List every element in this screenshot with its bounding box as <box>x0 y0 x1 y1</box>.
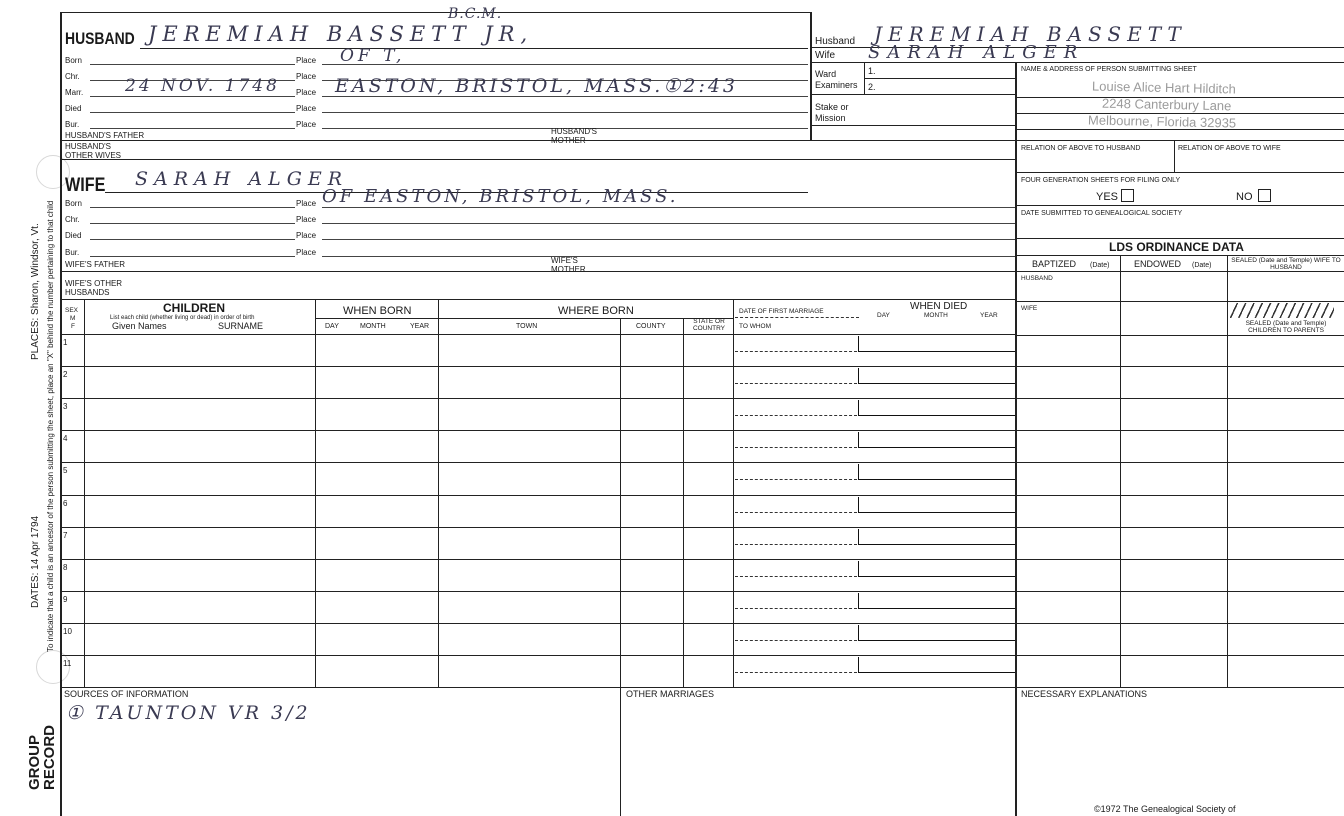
wife-bur-place-line <box>322 256 1015 257</box>
wife-born-label: Born <box>65 199 82 208</box>
husband-name-line <box>140 48 808 49</box>
wife-other-husbands-line <box>60 299 1015 300</box>
children-to-whom: TO WHOM <box>739 323 772 330</box>
wife-born-line <box>90 207 295 208</box>
wife-other-husbands-label: WIFE'S OTHER HUSBANDS <box>65 279 123 297</box>
margin-dates: DATES: 14 Apr 1794 <box>30 515 41 608</box>
lds-header-line <box>1015 271 1344 272</box>
children-town: TOWN <box>516 323 538 330</box>
wife-father-line <box>60 271 1015 272</box>
wife-mother-label: WIFE'S MOTHER <box>551 256 586 274</box>
summary-examiners-label: Examiners <box>815 80 858 90</box>
no-label: NO <box>1236 191 1253 203</box>
explanations-label: NECESSARY EXPLANATIONS <box>1021 689 1148 699</box>
husband-born-place-label: Place <box>296 56 317 65</box>
wife-died-label: Died <box>65 231 82 240</box>
child-died-box[interactable] <box>858 561 1015 577</box>
husband-born-place[interactable]: OF T, <box>340 46 406 66</box>
yes-checkbox[interactable] <box>1121 189 1134 202</box>
child-marriage-dash <box>735 351 857 352</box>
husband-died-label: Died <box>65 104 82 113</box>
child-row-line <box>60 430 1344 431</box>
children-month: MONTH <box>360 323 386 330</box>
children-first-marriage: DATE OF FIRST MARRIAGE <box>739 308 824 315</box>
husband-chr-label: Chr. <box>65 72 80 81</box>
lds-sealed-wife: SEALED (Date and Temple) WIFE TO HUSBAND <box>1231 257 1341 271</box>
children-when-died: WHEN DIED <box>910 301 968 312</box>
relation-divider <box>1174 140 1175 172</box>
margin-places: PLACES: Sharon, Windsor, Vt. <box>30 223 41 360</box>
children-year-died: YEAR <box>980 312 998 319</box>
four-gen-bottom-line <box>1015 205 1344 206</box>
summary-wife-value[interactable]: SARAH ALGER <box>868 42 1085 63</box>
wife-bur-label: Bur. <box>65 248 80 257</box>
submitter-city: Melbourne, Florida 32935 <box>1087 112 1237 131</box>
relation-wife-label: RELATION OF ABOVE TO WIFE <box>1178 145 1281 152</box>
stake-line <box>810 125 1015 126</box>
husband-chr-place-label: Place <box>296 72 317 81</box>
col-sex <box>84 299 85 687</box>
frame-mid <box>810 12 812 140</box>
frame-top <box>60 12 810 13</box>
child-row-number: 5 <box>63 466 68 476</box>
husband-bur-line <box>90 128 295 129</box>
child-row-number: 10 <box>63 626 72 636</box>
summary-wife-label: Wife <box>815 50 835 61</box>
relation-husband-label: RELATION OF ABOVE TO HUSBAND <box>1021 145 1141 152</box>
child-row-line <box>60 623 1344 624</box>
husband-other-wives-label: HUSBAND'S OTHER WIVES <box>65 142 122 160</box>
child-died-box[interactable] <box>858 625 1015 641</box>
child-row-number: 9 <box>63 594 68 604</box>
child-marriage-dash <box>735 608 857 609</box>
when-born-underline <box>315 318 438 319</box>
children-title: CHILDREN <box>163 301 225 315</box>
lds-wife-line <box>1015 335 1344 336</box>
margin-instruction: To indicate that a child is an ancestor of the person submitting the sheet, place an "X" behind the number pertaining to that child <box>46 200 55 652</box>
wife-died-place-line <box>322 239 1015 240</box>
husband-other-wives-line <box>60 159 1015 160</box>
wife-chr-line <box>90 223 295 224</box>
child-row-line <box>60 527 1344 528</box>
husband-died-line <box>90 112 295 113</box>
child-died-box[interactable] <box>858 400 1015 416</box>
husband-marr-label: Marr. <box>65 88 84 97</box>
col-state <box>733 299 734 687</box>
children-day-died: DAY <box>877 312 890 319</box>
children-header-line <box>60 334 1015 335</box>
yes-label: YES <box>1096 191 1119 203</box>
child-marriage-dash <box>735 447 857 448</box>
frame-left <box>60 12 62 816</box>
child-row-line <box>60 366 1344 367</box>
child-row-line <box>60 655 1344 656</box>
husband-bur-place-label: Place <box>296 120 317 129</box>
child-marriage-dash <box>735 479 857 480</box>
submitter-name: Louise Alice Hart Hilditch <box>1091 78 1236 97</box>
child-died-box[interactable] <box>858 529 1015 545</box>
child-row-number: 2 <box>63 370 68 380</box>
husband-marr-place[interactable]: EASTON, BRISTOL, MASS.①2:43 <box>335 75 739 97</box>
wife-chr-label: Chr. <box>65 215 80 224</box>
lds-baptized: BAPTIZED <box>1032 259 1077 269</box>
husband-died-place-label: Place <box>296 104 317 113</box>
sources-label: SOURCES OF INFORMATION <box>64 689 189 699</box>
child-died-box[interactable] <box>858 657 1015 673</box>
col-born-date <box>438 299 439 687</box>
wife-heading: WIFE <box>65 175 106 196</box>
child-row-number: 4 <box>63 434 68 444</box>
children-when-born: WHEN BORN <box>343 305 412 317</box>
lds-wife-row: WIFE <box>1021 305 1038 312</box>
child-died-box[interactable] <box>858 497 1015 513</box>
lds-hatch <box>1230 303 1334 318</box>
col-town <box>620 318 621 687</box>
children-state: STATE OR COUNTRY <box>692 318 726 332</box>
husband-marr-date[interactable]: 24 NOV. 1748 <box>125 76 280 96</box>
submitter-line-3 <box>1015 129 1344 130</box>
child-row-number: 11 <box>63 659 72 668</box>
child-row-number: 7 <box>63 530 68 540</box>
wife-bur-place-label: Place <box>296 248 317 257</box>
relation-top-line <box>1015 140 1344 141</box>
children-sex-f: F <box>71 323 75 330</box>
husband-heading: HUSBAND <box>65 29 135 48</box>
husband-father-label: HUSBAND'S FATHER <box>65 131 145 140</box>
child-marriage-dash <box>735 415 857 416</box>
summary-husband-label: Husband <box>815 36 856 47</box>
examiner-1: 1. <box>868 66 876 76</box>
child-died-box[interactable] <box>858 368 1015 384</box>
lds-endowed: ENDOWED <box>1134 259 1181 269</box>
date-submitted-line <box>1015 238 1344 239</box>
husband-father-line <box>60 140 1015 141</box>
lds-husband-row: HUSBAND <box>1021 275 1053 282</box>
husband-name[interactable]: JEREMIAH BASSETT JR, <box>148 22 534 46</box>
child-row-line <box>60 591 1344 592</box>
husband-bur-label: Bur. <box>65 120 80 129</box>
child-marriage-dash <box>735 512 857 513</box>
child-row-line <box>60 495 1344 496</box>
child-row-line <box>60 462 1344 463</box>
wife-chr-place-label: Place <box>296 215 317 224</box>
sources-value[interactable]: ① TAUNTON VR 3/2 <box>66 702 311 724</box>
four-gen-label: FOUR GENERATION SHEETS FOR FILING ONLY <box>1021 177 1181 184</box>
husband-mother-label: HUSBAND'S MOTHER <box>551 127 597 145</box>
lds-husband-line <box>1015 301 1344 302</box>
lds-baptized-date: (Date) <box>1090 262 1110 269</box>
child-marriage-dash <box>735 672 857 673</box>
summary-husband-value[interactable]: JEREMIAH BASSETT <box>874 22 1187 46</box>
child-died-box[interactable] <box>858 593 1015 609</box>
husband-born-label: Born <box>65 56 82 65</box>
copyright: ©1972 The Genealogical Society of <box>1094 804 1236 814</box>
children-month-died: MONTH <box>924 312 948 319</box>
date-submitted-label: DATE SUBMITTED TO GENEALOGICAL SOCIETY <box>1021 210 1183 217</box>
children-surname: SURNAME <box>218 321 264 331</box>
child-row-number: 6 <box>63 498 68 508</box>
child-marriage-dash <box>735 640 857 641</box>
child-died-box[interactable] <box>858 336 1015 352</box>
submitter-label: NAME & ADDRESS OF PERSON SUBMITTING SHEET <box>1021 66 1197 73</box>
husband-died-place-line <box>322 112 808 113</box>
wife-chr-place-line <box>322 223 1015 224</box>
child-died-box[interactable] <box>858 464 1015 480</box>
first-marriage-dash <box>735 317 859 318</box>
col-county <box>683 318 684 687</box>
lds-endowed-date: (Date) <box>1192 262 1212 269</box>
stake-label: Stake or Mission <box>815 102 849 123</box>
child-row-number: 8 <box>63 562 68 572</box>
children-instruction: List each child (whether living or dead) in order of birth <box>110 315 255 321</box>
wife-died-line <box>90 239 295 240</box>
lds-title: LDS ORDINANCE DATA <box>1109 240 1244 254</box>
child-row-line <box>60 398 1344 399</box>
sheet-title: GROUP RECORD <box>26 724 58 790</box>
wife-name[interactable]: SARAH ALGER <box>135 168 349 190</box>
wife-father-label: WIFE'S FATHER <box>65 260 126 269</box>
child-row-line <box>60 559 1344 560</box>
child-died-box[interactable] <box>858 432 1015 448</box>
husband-note: B.C.M. <box>448 6 503 22</box>
child-marriage-dash <box>735 576 857 577</box>
children-where-born: WHERE BORN <box>558 305 634 317</box>
children-sex-m: M <box>70 315 76 322</box>
child-row-number: 3 <box>63 402 68 412</box>
children-sex-label: SEX <box>65 307 79 314</box>
wife-born-place[interactable]: OF EASTON, BRISTOL, MASS. <box>322 186 679 207</box>
footer-divider <box>620 687 621 816</box>
child-row-number: 1 <box>63 338 68 347</box>
examiners-bottom-line <box>810 94 1015 95</box>
children-county: COUNTY <box>636 323 666 330</box>
husband-marr-line <box>90 96 295 97</box>
submitter-street: 2248 Canterbury Lane <box>1101 95 1232 114</box>
husband-born-line <box>90 64 295 65</box>
wife-died-place-label: Place <box>296 231 317 240</box>
col-name <box>315 299 316 687</box>
child-marriage-dash <box>735 383 857 384</box>
husband-marr-place-label: Place <box>296 88 317 97</box>
wife-born-place-line <box>322 207 1015 208</box>
summary-ward-label: Ward <box>815 69 837 79</box>
children-given-names: Given Names <box>112 321 167 331</box>
examiner-2: 2. <box>868 82 876 92</box>
lds-title-line <box>1015 255 1344 256</box>
lds-sealed-children: SEALED (Date and Temple) CHILDREN TO PARENTS <box>1245 320 1327 334</box>
wife-bur-line <box>90 256 295 257</box>
no-checkbox[interactable] <box>1258 189 1271 202</box>
summary-wife-line <box>810 62 1344 63</box>
wife-born-place-label: Place <box>296 199 317 208</box>
children-day: DAY <box>325 323 339 330</box>
relation-bottom-line <box>1015 172 1344 173</box>
frame-right-panel <box>1015 62 1017 816</box>
child-marriage-dash <box>735 544 857 545</box>
footer-top-line <box>60 687 1344 688</box>
examiner-1-line <box>864 78 1015 79</box>
children-year: YEAR <box>410 323 430 330</box>
other-marriages-label: OTHER MARRIAGES <box>626 689 715 699</box>
